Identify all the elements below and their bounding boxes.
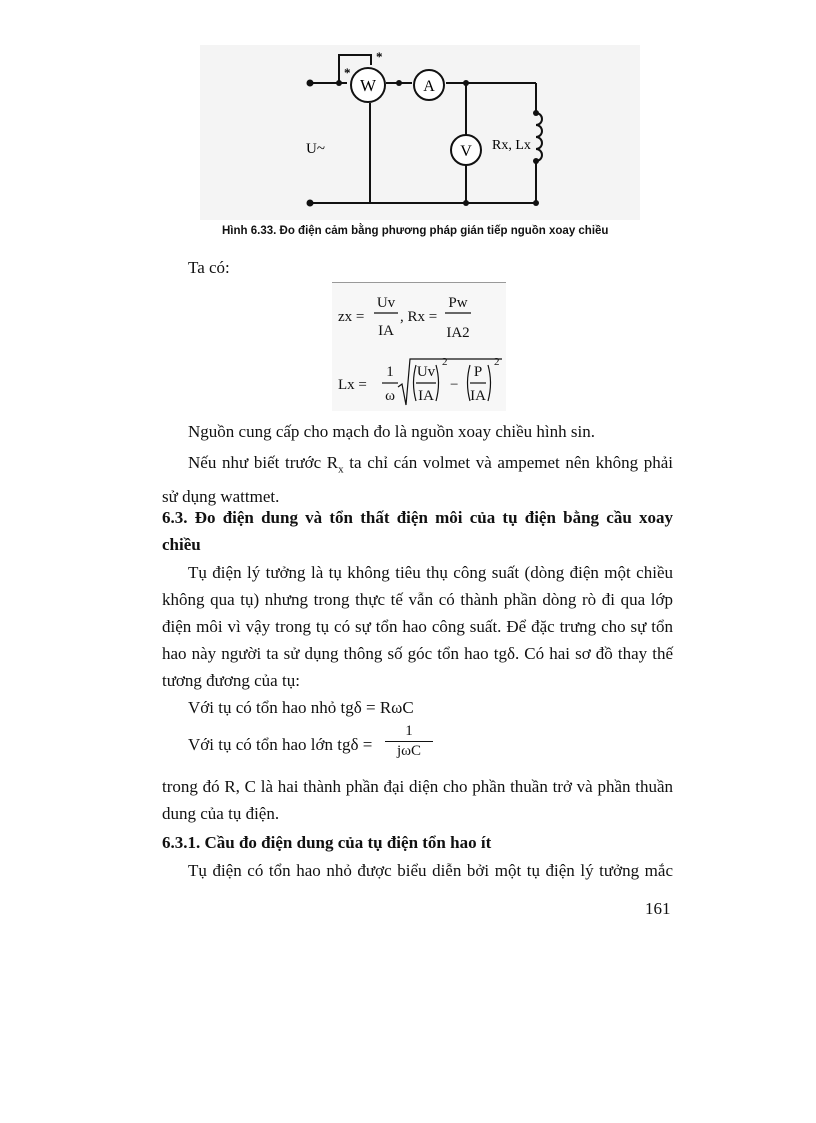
formula-block: [332, 282, 506, 411]
para-capacitor: Tụ điện lý tưởng là tụ không tiêu thụ công suất (dòng điện một chiều không qua tụ) nhưng trong thực tế vẫn có thành phần dòng rò đi qua lớp điện môi vì vậy trong tụ có sự tổn hao công suất. Để đặc trưng cho sự tổn hao này người ta sử dụng thông số góc tổn hao tgδ. Có hai sơ đồ thay thế tương đương của tụ:: [162, 563, 673, 690]
omega-den: ω: [385, 388, 395, 404]
para-rx-after: ta chỉ cán volmet và ampemet nên không phải sử dụng wattmet.: [162, 453, 674, 507]
inductor-coil: [536, 113, 542, 161]
small-loss-formula: Với tụ có tổn hao nhỏ tgδ = RωC: [188, 698, 414, 717]
star-mark-current: *: [344, 65, 351, 80]
circuit-figure: [200, 45, 640, 220]
star-mark-voltage: *: [376, 49, 383, 64]
uv-num-2: Uv: [416, 364, 436, 380]
para-small-loss: Tụ điện có tổn hao nhỏ được biểu diễn bởi một tụ điện lý tưởng mắc: [188, 861, 673, 880]
lx-lhs: Lx =: [338, 377, 367, 393]
ia-den-2: IA: [418, 388, 434, 404]
ammeter-label: A: [423, 78, 435, 95]
fraction-denominator: jωC: [396, 743, 422, 759]
heading-6-3-1: 6.3.1. Cầu đo điện dung của tụ điện tổn hao ít: [162, 833, 492, 852]
pw-num: Pw: [448, 295, 468, 311]
source-label: U~: [306, 141, 325, 157]
para-rc: trong đó R, C là hai thành phần đại diện cho phần thuần trở và phần thuần dung của tụ điện.: [162, 777, 673, 823]
p-num: P: [473, 364, 483, 380]
voltmeter-label: V: [460, 143, 472, 160]
heading-6-3: 6.3. Đo điện dung và tổn thất điện môi của tụ điện bằng cầu xoay chiều: [162, 508, 673, 554]
para-rx-before: Nếu như biết trước R: [188, 453, 339, 472]
one-num: 1: [386, 364, 394, 380]
large-loss-fraction: [385, 722, 433, 761]
square-exp-2: 2: [494, 356, 500, 368]
ia-den-3: IA: [470, 388, 486, 404]
minus-sign: −: [450, 377, 459, 393]
wattmeter-label: W: [359, 76, 377, 95]
square-exp-1: 2: [442, 356, 448, 368]
large-loss-formula: Với tụ có tổn hao lớn tgδ =: [188, 735, 373, 754]
uv-num: Uv: [376, 295, 396, 311]
para-source: Nguồn cung cấp cho mạch đo là nguồn xoay chiều hình sin.: [188, 422, 595, 441]
circuit-diagram: [200, 45, 640, 220]
page-number: 161: [645, 899, 671, 918]
formula-svg: [332, 283, 506, 411]
intro-text: Ta có:: [188, 258, 230, 277]
para-rx-sub: x: [338, 463, 344, 476]
fraction-numerator: 1: [385, 722, 433, 742]
rx-lhs: , Rx =: [400, 309, 438, 325]
ia2-den: IA2: [446, 325, 470, 341]
load-label: Rx, Lx: [492, 138, 531, 153]
figure-caption: Hình 6.33. Đo điện cảm bằng phương pháp gián tiếp nguồn xoay chiều: [222, 225, 609, 237]
para-rx-known: [162, 449, 673, 510]
ia-den: IA: [378, 323, 394, 339]
zx-lhs: zx =: [338, 309, 365, 325]
